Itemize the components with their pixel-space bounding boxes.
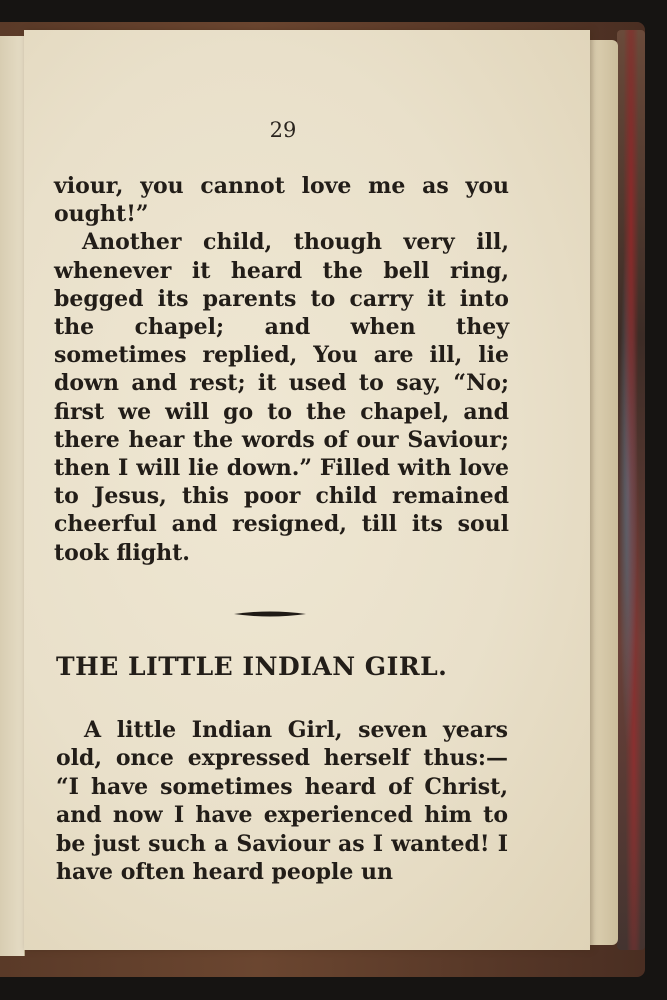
divider-ornament [234,610,306,618]
marbled-edge [617,30,645,950]
body-text-top [54,172,509,567]
section-heading: THE LITTLE INDIAN GIRL. [56,652,448,681]
paragraph-continuation: viour, you cannot love me as you ought!” [54,173,509,228]
facing-page-edge [0,36,25,956]
page-number: 29 [269,118,297,142]
paragraph-indian-girl: A little Indian Girl, seven years old, once expressed herself thus:— “I have sometimes heard of Christ, and now I have experienced him to be just such a Saviour as I wanted! I have often heard people un [56,717,508,886]
body-text-bottom [56,716,508,886]
paragraph-another-child: Another child, though very ill, whenever it heard the bell ring, begged its parents to carry it into the chapel; and when they sometimes replied, You are ill, lie down and rest; it used to say, “No; first we will go to the chapel, and there hear the words of our Saviour; then I will lie down.” Filled with love to Jesus, this poor child remained cheerful and resigned, till its soul took flight. [54,229,509,566]
book-page [24,30,590,950]
